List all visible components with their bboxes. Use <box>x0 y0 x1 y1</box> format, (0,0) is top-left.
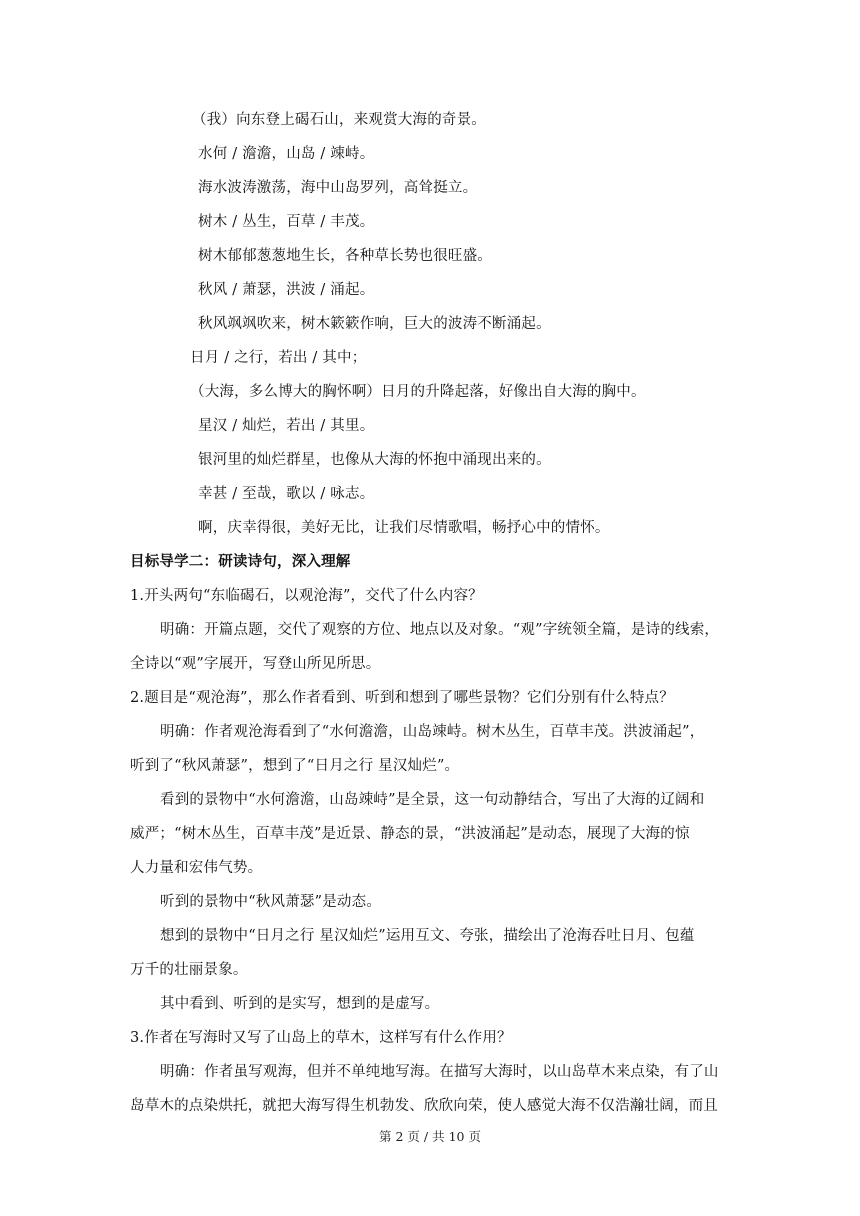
answer-line: 听到了“秋风萧瑟”，想到了“日月之行 星汉灿烂”。 <box>130 758 460 774</box>
translation-line: （我）向东登上碣石山，来观赏大海的奇景。 <box>192 112 486 128</box>
answer-line: 全诗以“观”字展开，写登山所见所思。 <box>130 656 381 672</box>
question-1: 1.开头两句“东临碣石，以观沧海”，交代了什么内容？ <box>130 588 483 604</box>
answer-line: 想到的景物中“日月之行 星汉灿烂”运用互文、夸张，描绘出了沧海吞吐日月、包蕴 <box>160 928 695 944</box>
translation-line: 银河里的灿烂群星，也像从大海的怀抱中涌现出来的。 <box>198 452 551 468</box>
poem-line: 日月 / 之行，若出 / 其中； <box>190 350 367 366</box>
poem-line: 星汉 / 灿烂，若出 / 其里。 <box>198 418 375 434</box>
answer-line: 明确：作者虽写观海，但并不单纯地写海。在描写大海时，以山岛草木来点染，有了山 <box>160 1064 719 1080</box>
poem-line: 幸甚 / 至哉，歌以 / 咏志。 <box>198 486 375 502</box>
poem-line: 水何 / 澹澹，山岛 / 竦峙。 <box>198 146 375 162</box>
poem-line: 树木 / 丛生，百草 / 丰茂。 <box>198 214 375 230</box>
translation-line: 秋风飒飒吹来，树木簌簌作响，巨大的波涛不断涌起。 <box>198 316 551 332</box>
answer-line: 明确：作者观沧海看到了“水何澹澹，山岛竦峙。树木丛生，百草丰茂。洪波涌起”， <box>160 724 705 740</box>
answer-line: 听到的景物中“秋风萧瑟”是动态。 <box>160 894 382 910</box>
answer-line: 岛草木的点染烘托，就把大海写得生机勃发、欣欣向荣，使人感觉大海不仅浩瀚壮阔，而且 <box>130 1098 718 1114</box>
question-2: 2.题目是“观沧海”，那么作者看到、听到和想到了哪些景物？它们分别有什么特点？ <box>130 690 674 706</box>
translation-line: 海水波涛激荡，海中山岛罗列，高耸挺立。 <box>198 180 478 196</box>
answer-line: 明确：开篇点题，交代了观察的方位、地点以及对象。“观”字统领全篇，是诗的线索， <box>160 622 720 638</box>
question-3: 3.作者在写海时又写了山岛上的草木，这样写有什么作用？ <box>130 1030 512 1046</box>
answer-line: 万千的壮丽景象。 <box>130 962 248 978</box>
translation-line: （大海，多么博大的胸怀啊）日月的升降起落，好像出自大海的胸中。 <box>190 384 646 400</box>
answer-line: 威严；“树木丛生，百草丰茂”是近景、静态的景，“洪波涌起”是动态，展现了大海的惊 <box>130 826 690 842</box>
translation-line: 树木郁郁葱葱地生长，各种草长势也很旺盛。 <box>198 248 492 264</box>
translation-line: 啊，庆幸得很，美好无比，让我们尽情歌唱，畅抒心中的情怀。 <box>198 520 610 536</box>
section-heading: 目标导学二：研读诗句，深入理解 <box>130 554 351 570</box>
page-number: 第 2 页 / 共 10 页 <box>379 1129 481 1144</box>
poem-line: 秋风 / 萧瑟，洪波 / 涌起。 <box>198 282 375 298</box>
answer-line: 人力量和宏伟气势。 <box>130 860 263 876</box>
answer-line: 其中看到、听到的是实写，想到的是虚写。 <box>160 996 440 1012</box>
answer-line: 看到的景物中“水何澹澹，山岛竦峙”是全景，这一句动静结合，写出了大海的辽阔和 <box>160 792 705 808</box>
